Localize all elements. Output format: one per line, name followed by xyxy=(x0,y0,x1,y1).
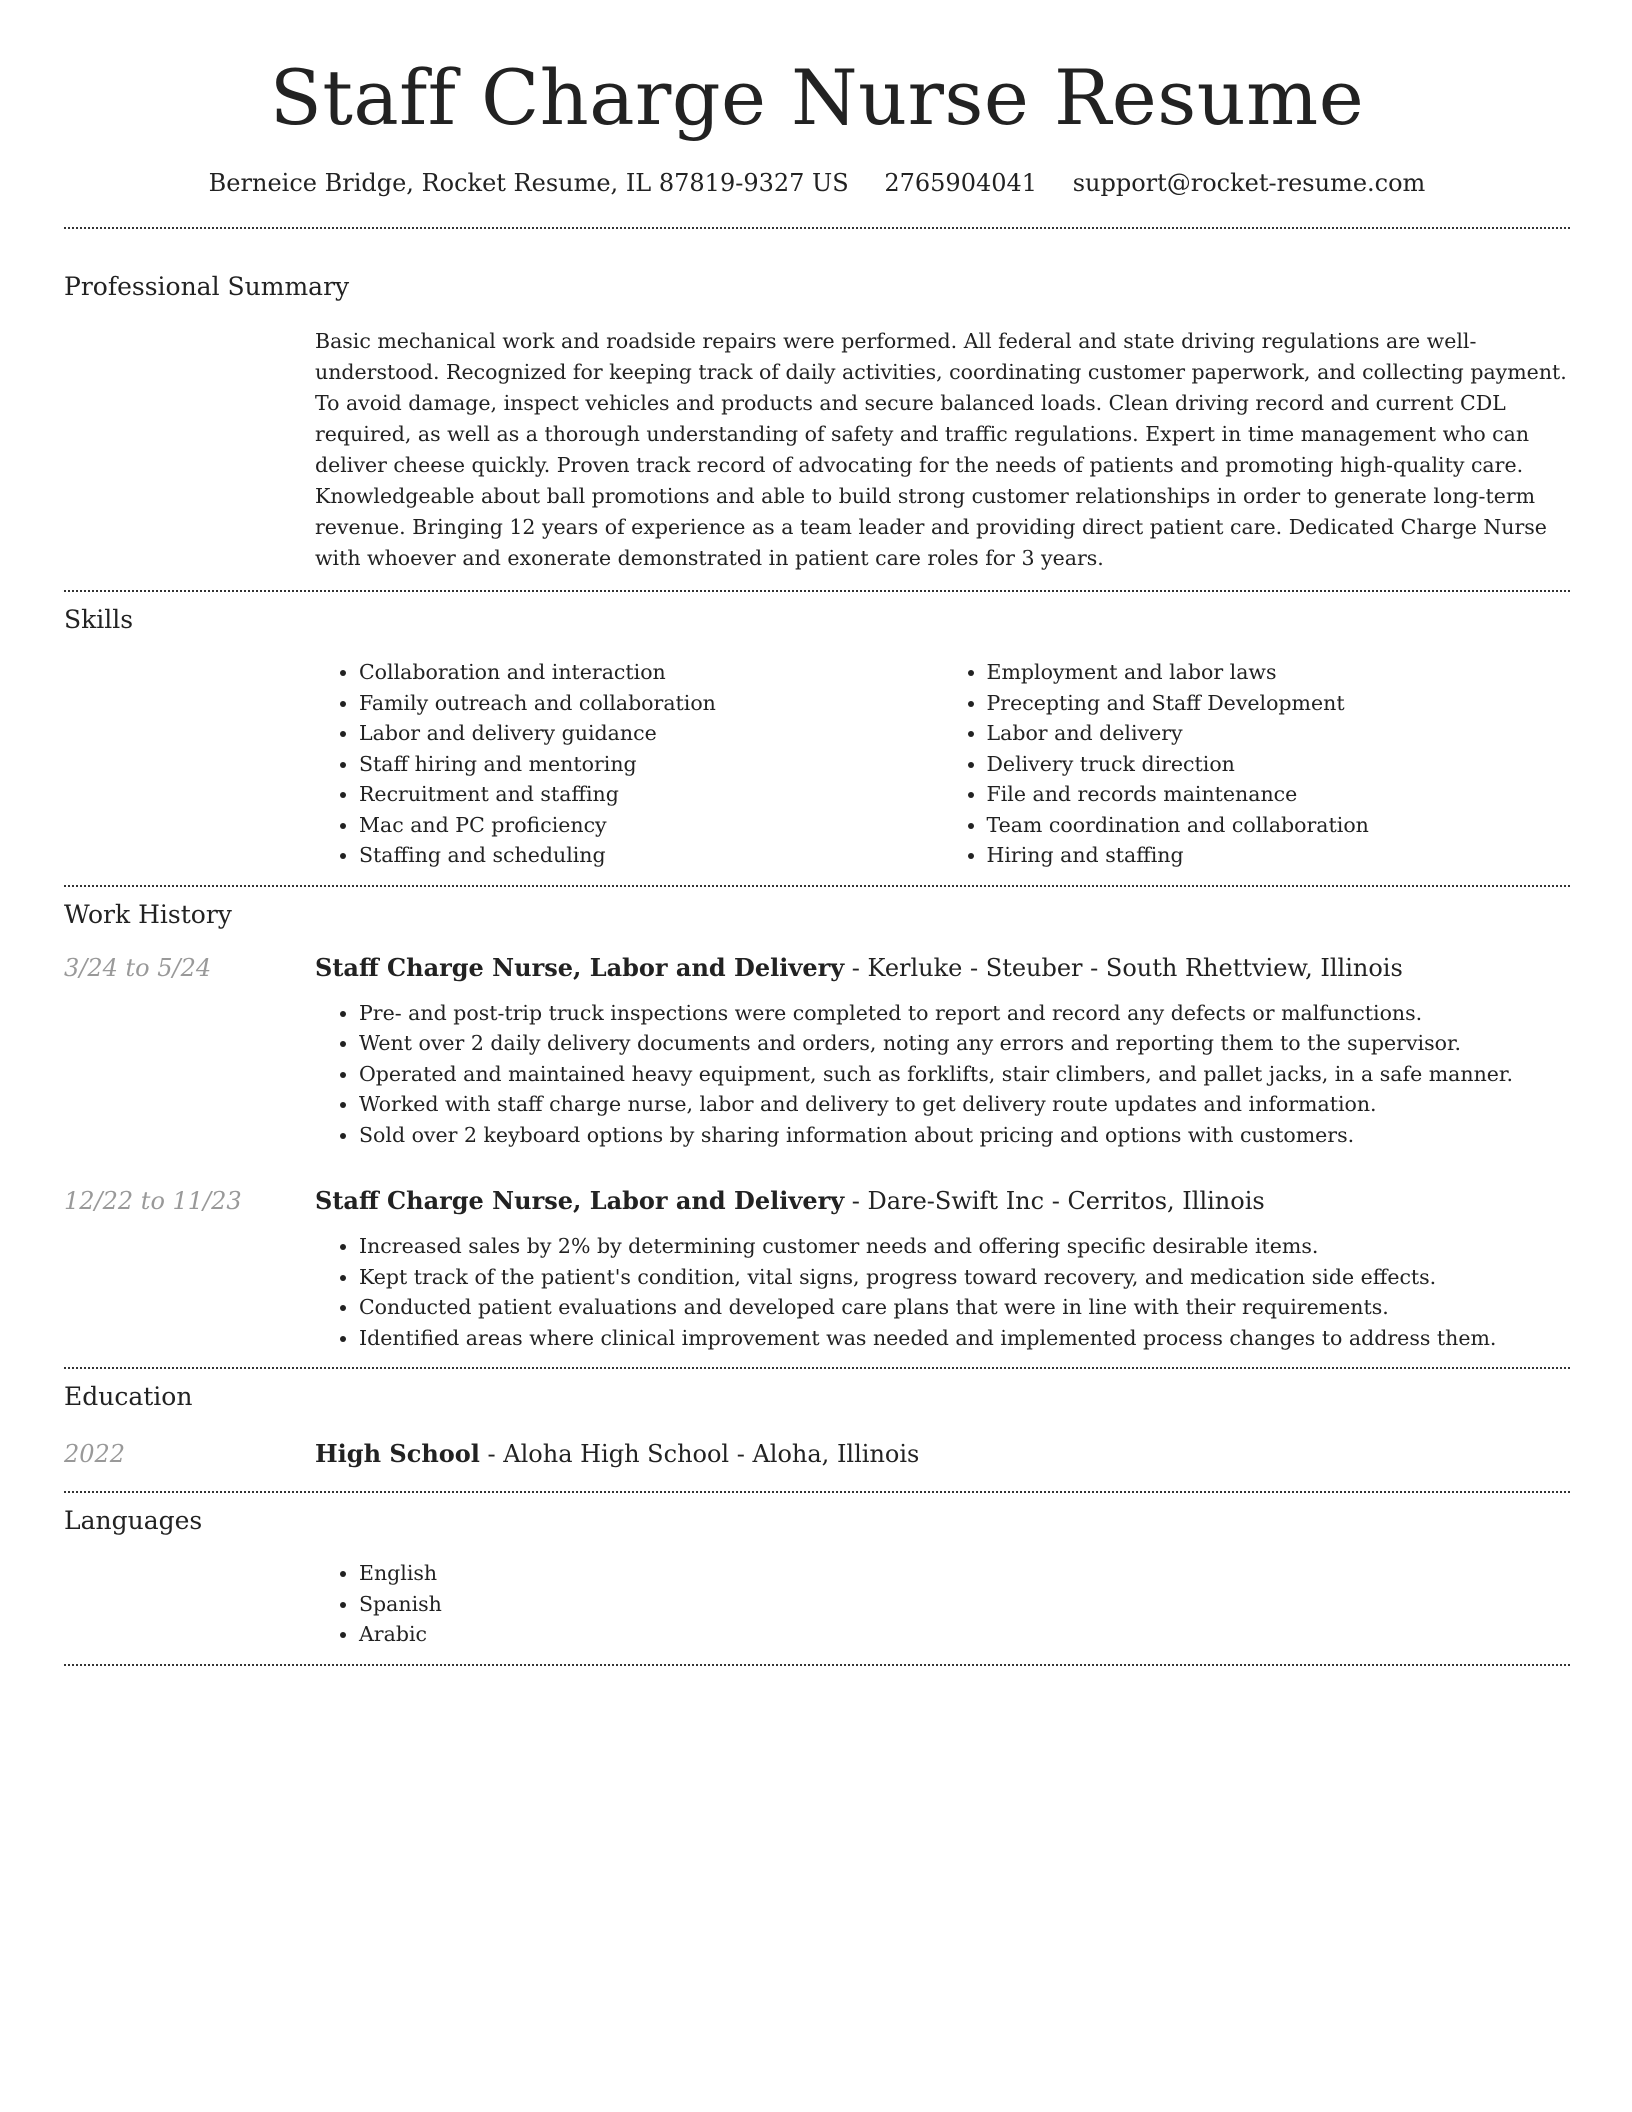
job-bullets xyxy=(315,998,1570,1151)
section-divider xyxy=(64,1367,1570,1369)
languages-list xyxy=(315,1558,1570,1650)
job-employer: - Dare-Swift Inc - Cerritos, Illinois xyxy=(844,1187,1265,1215)
section-divider xyxy=(64,1491,1570,1493)
skill-item: • Staffing and scheduling xyxy=(359,840,943,871)
summary-heading: Professional Summary xyxy=(64,272,350,301)
education-title-line xyxy=(315,1437,919,1471)
job-bullets xyxy=(315,1231,1570,1353)
job-bullet: • Went over 2 daily delivery documents and orders, noting any errors and reporting them to the supervisor. xyxy=(359,1028,1570,1059)
skill-item: • Staff hiring and mentoring xyxy=(359,749,943,780)
education-school: - Aloha High School - Aloha, Illinois xyxy=(479,1440,920,1468)
job-bullet: • Identified areas where clinical improvement was needed and implemented process changes to address them. xyxy=(359,1323,1570,1354)
skill-item: • Recruitment and staffing xyxy=(359,779,943,810)
skill-item: • Mac and PC proficiency xyxy=(359,810,943,841)
skill-item: • Collaboration and interaction xyxy=(359,657,943,688)
skills-list-right xyxy=(943,657,1571,871)
job-bullet: • Worked with staff charge nurse, labor and delivery to get delivery route updates and information. xyxy=(359,1089,1570,1120)
work-history-section xyxy=(64,899,1570,1354)
skill-item: • Hiring and staffing xyxy=(987,840,1571,871)
language-item: • Arabic xyxy=(359,1619,1570,1650)
job-title-line xyxy=(315,1184,1265,1218)
job-entry xyxy=(64,1184,1570,1353)
section-divider xyxy=(64,1664,1570,1666)
language-item: • English xyxy=(359,1558,1570,1589)
skills-section xyxy=(64,604,1570,871)
job-dates: 3/24 to 5/24 xyxy=(64,953,212,982)
summary-text: Basic mechanical work and roadside repairs were performed. All federal and state driving regulations are well-understood. Recognized for keeping track of daily activities, coordinating customer paperwork, and collecting payment. To avoid damage, inspect vehicles and products and secure balanced loads. Clean driving record and current CDL required, as well as a thorough understanding of safety and traffic regulations. Expert in time management who can deliver cheese quickly. Proven track record of advocating for the needs of patients and promoting high-quality care. Knowledgeable about ball promotions and able to build strong customer relationships in order to generate long-term revenue. Bringing 12 years of experience as a team leader and providing direct patient care. Dedicated Charge Nurse with whoever and exonerate demonstrated in patient care roles for 3 years. xyxy=(315,329,1567,570)
section-divider xyxy=(64,590,1570,592)
skills-grid xyxy=(315,657,1570,871)
skills-heading: Skills xyxy=(64,605,134,634)
resume-title: Staff Charge Nurse Resume xyxy=(269,53,1365,142)
skill-item: • Labor and delivery guidance xyxy=(359,718,943,749)
skill-item: • Employment and labor laws xyxy=(987,657,1571,688)
languages-heading: Languages xyxy=(64,1506,203,1535)
job-bullet: • Kept track of the patient's condition, vital signs, progress toward recovery, and medication side effects. xyxy=(359,1262,1570,1293)
work-history-heading: Work History xyxy=(64,899,232,929)
education-entry xyxy=(64,1437,1570,1471)
job-dates: 12/22 to 11/23 xyxy=(64,1187,242,1215)
education-year: 2022 xyxy=(64,1440,126,1468)
education-heading: Education xyxy=(64,1382,193,1411)
section-divider xyxy=(64,227,1570,229)
skill-item: • Labor and delivery xyxy=(987,718,1571,749)
skills-list-left xyxy=(315,657,943,871)
summary-section xyxy=(64,271,1570,574)
job-bullet: • Pre- and post-trip truck inspections were completed to report and record any defects or malfunctions. xyxy=(359,998,1570,1029)
job-bullet: • Conducted patient evaluations and developed care plans that were in line with their requirements. xyxy=(359,1292,1570,1323)
language-item: • Spanish xyxy=(359,1589,1570,1620)
skill-item: • Delivery truck direction xyxy=(987,749,1571,780)
contact-phone: 2765904041 xyxy=(884,169,1038,197)
job-bullet: • Sold over 2 keyboard options by sharing information about pricing and options with customers. xyxy=(359,1120,1570,1151)
job-entry xyxy=(64,951,1570,1151)
job-role: Staff Charge Nurse, Labor and Delivery xyxy=(315,1186,845,1215)
job-bullet: • Operated and maintained heavy equipment, such as forklifts, stair climbers, and pallet jacks, in a safe manner. xyxy=(359,1059,1570,1090)
contact-address: Berneice Bridge, Rocket Resume, IL 87819-9327 US xyxy=(208,169,849,197)
job-role: Staff Charge Nurse, Labor and Delivery xyxy=(315,952,845,982)
education-section xyxy=(64,1381,1570,1471)
skill-item: • Precepting and Staff Development xyxy=(987,688,1571,719)
section-divider xyxy=(64,885,1570,887)
contact-line xyxy=(64,166,1570,200)
skill-item: • File and records maintenance xyxy=(987,779,1571,810)
job-title-line xyxy=(315,951,1403,985)
education-degree: High School xyxy=(315,1439,480,1468)
contact-email: support@rocket-resume.com xyxy=(1072,169,1426,197)
skill-item: • Team coordination and collaboration xyxy=(987,810,1571,841)
job-employer: - Kerluke - Steuber - South Rhettview, Illinois xyxy=(844,953,1403,982)
job-bullet: • Increased sales by 2% by determining customer needs and offering specific desirable items. xyxy=(359,1231,1570,1262)
languages-section xyxy=(64,1505,1570,1650)
resume-page xyxy=(64,0,1570,1666)
skill-item: • Family outreach and collaboration xyxy=(359,688,943,719)
